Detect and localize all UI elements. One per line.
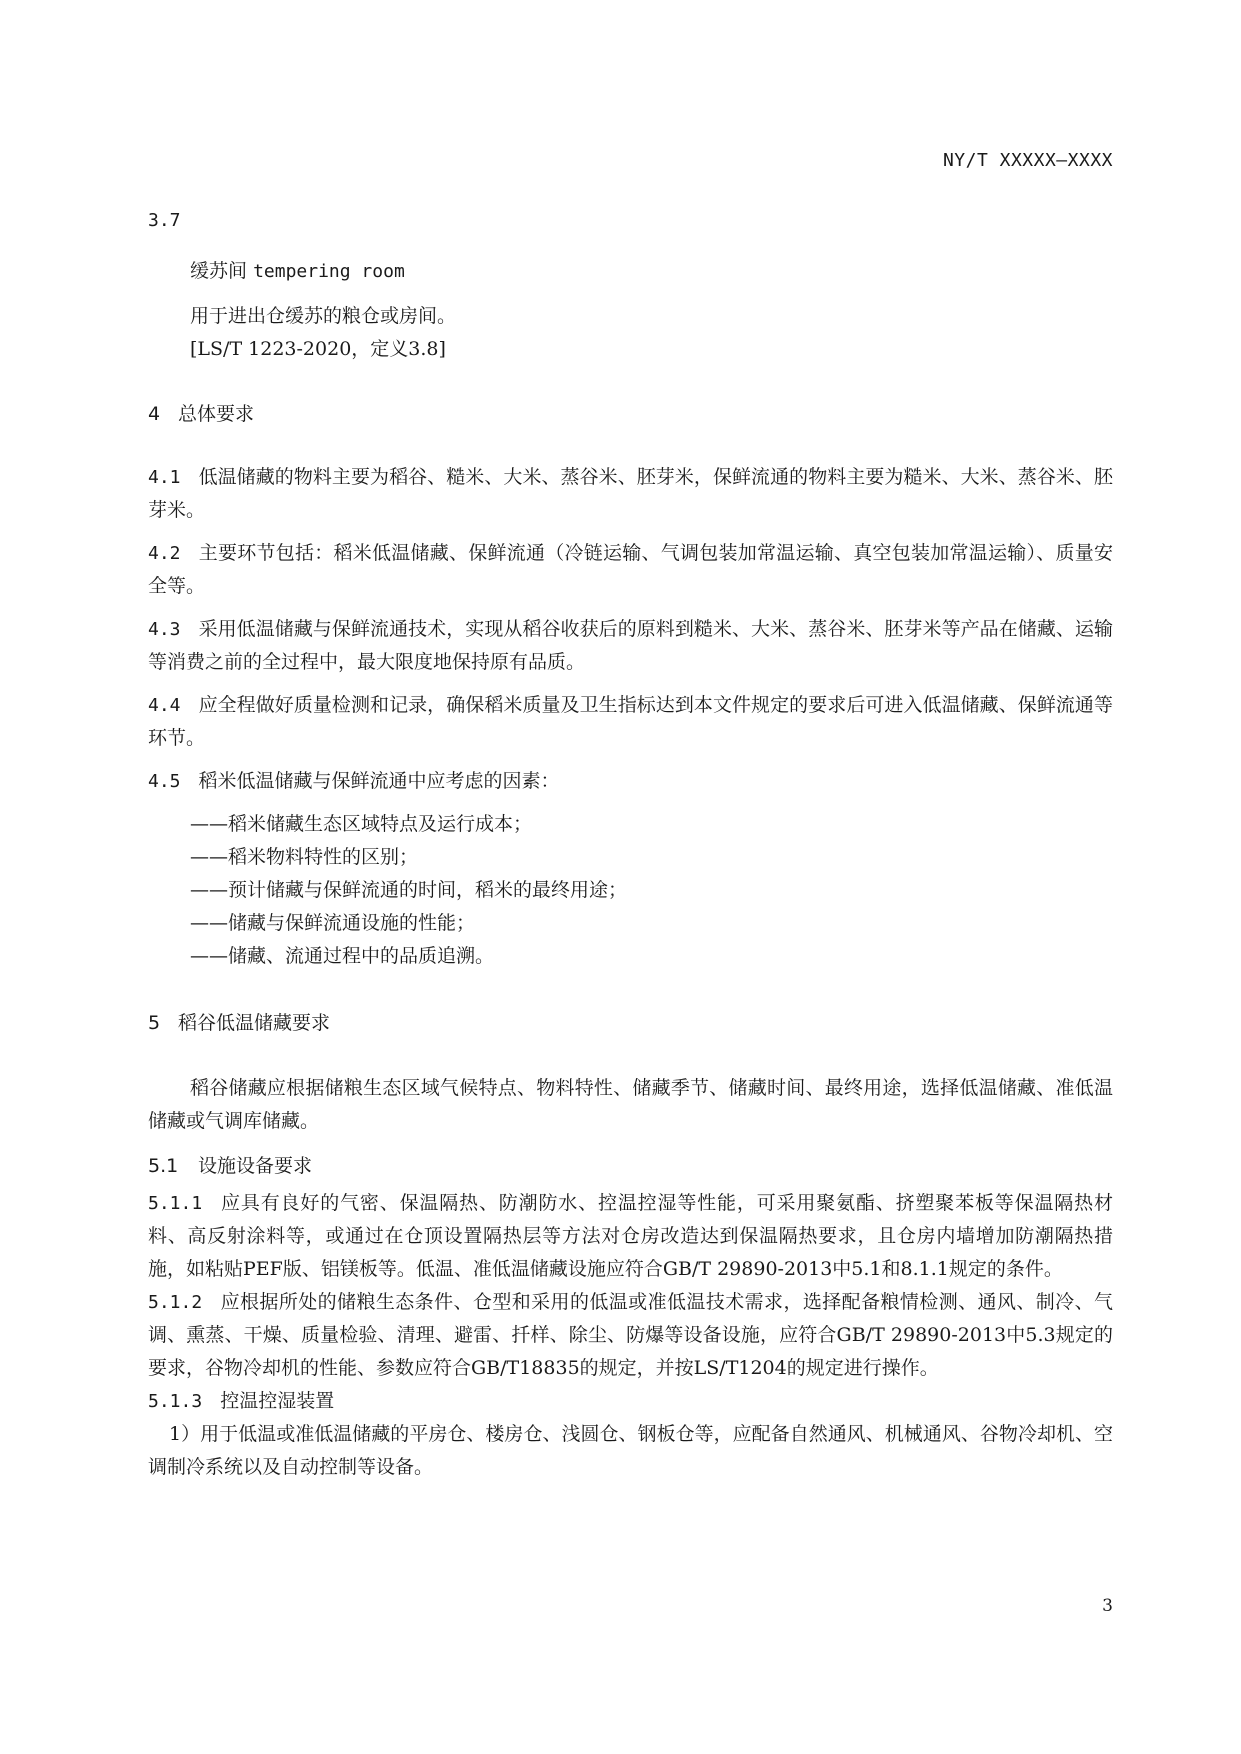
section-title: 总体要求 bbox=[178, 403, 255, 425]
term-title-en: tempering room bbox=[253, 261, 405, 282]
term-definition: 用于进出仓缓苏的粮仓或房间。 bbox=[190, 305, 457, 327]
clause-text: 采用低温储藏与保鲜流通技术，实现从稻谷收获后的原料到糙米、大米、蒸谷米、胚芽米等产品在储藏、运输等消费之前的全过程中，最大限度地保持原有品质。 bbox=[148, 618, 1113, 673]
factor-list bbox=[148, 808, 1113, 973]
subsection-title: 设施设备要求 bbox=[198, 1155, 313, 1177]
clause-4-2 bbox=[148, 537, 1113, 603]
document-body bbox=[148, 204, 1113, 1484]
section-number: 5 bbox=[148, 1012, 161, 1034]
clause-text: 应根据所处的储粮生态条件、仓型和采用的低温或准低温技术需求，选择配备粮情检测、通风、制冷、气调、熏蒸、干燥、质量检验、清理、避雷、扦样、除尘、防爆等设备设施，应符合GB/T 29890-2013中5.3规定的要求，谷物冷却机的性能、参数应符合GB/T18835的规定，并按LS/T1204的规定进行操作。 bbox=[148, 1291, 1113, 1379]
list-item: ——稻米储藏生态区域特点及运行成本； bbox=[190, 813, 533, 835]
term-title-zh: 缓苏间 bbox=[190, 260, 248, 282]
list-item: ——储藏、流通过程中的品质追溯。 bbox=[190, 945, 495, 967]
clause-number: 5.1.2 bbox=[148, 1292, 203, 1313]
clause-number: 5.1.1 bbox=[148, 1193, 203, 1214]
section-5-intro: 稻谷储藏应根据储粮生态区域气候特点、物料特性、储藏季节、储藏时间、最终用途，选择低温储藏、准低温储藏或气调库储藏。 bbox=[148, 1077, 1113, 1132]
list-item: ——储藏与保鲜流通设施的性能； bbox=[190, 912, 476, 934]
section-title: 稻谷低温储藏要求 bbox=[178, 1012, 331, 1034]
term-entry bbox=[148, 255, 1113, 366]
clause-number: 4.2 bbox=[148, 543, 181, 564]
section-number: 4 bbox=[148, 403, 161, 425]
clause-number: 4.5 bbox=[148, 771, 181, 792]
clause-5-1-3 bbox=[148, 1385, 1113, 1418]
subsection-number: 5.1 bbox=[148, 1155, 179, 1177]
clause-4-3 bbox=[148, 613, 1113, 679]
clause-5-1-2 bbox=[148, 1286, 1113, 1385]
term-definition-block bbox=[190, 300, 1113, 366]
subsection-heading-5-1 bbox=[148, 1150, 1113, 1183]
clause-text: 应全程做好质量检测和记录，确保稻米质量及卫生指标达到本文件规定的要求后可进入低温储藏、保鲜流通等环节。 bbox=[148, 694, 1113, 749]
term-title bbox=[190, 255, 1113, 288]
clause-number: 4.3 bbox=[148, 619, 181, 640]
clause-number: 4.4 bbox=[148, 695, 181, 716]
clause-text: 低温储藏的物料主要为稻谷、糙米、大米、蒸谷米、胚芽米，保鲜流通的物料主要为糙米、大米、蒸谷米、胚芽米。 bbox=[148, 466, 1113, 521]
list-item: ——稻米物料特性的区别； bbox=[190, 846, 419, 868]
list-item: ——预计储藏与保鲜流通的时间，稻米的最终用途； bbox=[190, 879, 628, 901]
standard-code-header: NY/T XXXXX—XXXX bbox=[942, 150, 1113, 171]
term-number: 3.7 bbox=[148, 210, 181, 231]
clause-number: 4.1 bbox=[148, 467, 181, 488]
clause-4-5 bbox=[148, 765, 1113, 798]
clause-4-1 bbox=[148, 461, 1113, 527]
section-heading-5 bbox=[148, 1007, 1113, 1040]
clause-5-1-1 bbox=[148, 1187, 1113, 1286]
clause-title: 控温控湿装置 bbox=[220, 1390, 335, 1412]
clause-4-4 bbox=[148, 689, 1113, 755]
clause-text: 应具有良好的气密、保温隔热、防潮防水、控温控湿等性能，可采用聚氨酯、挤塑聚苯板等保温隔热材料、高反射涂料等，或通过在仓顶设置隔热层等方法对仓房改造达到保温隔热要求，且仓房内墙增加防潮隔热措施，如粘贴PEF版、铝镁板等。低温、准低温储藏设施应符合GB/T 29890-2013中5.1和8.1.1规定的条件。 bbox=[148, 1192, 1113, 1280]
section-heading-4 bbox=[148, 398, 1113, 431]
clause-text: 主要环节包括：稻米低温储藏、保鲜流通（冷链运输、气调包装加常温运输、真空包装加常温运输）、质量安全等。 bbox=[148, 542, 1113, 597]
clause-text: 稻米低温储藏与保鲜流通中应考虑的因素： bbox=[198, 770, 560, 792]
clause-5-1-3-item-1: 1）用于低温或准低温储藏的平房仓、楼房仓、浅圆仓、钢板仓等，应配备自然通风、机械通风、谷物冷却机、空调制冷系统以及自动控制等设备。 bbox=[148, 1423, 1113, 1478]
clause-number: 5.1.3 bbox=[148, 1391, 203, 1412]
page-number: 3 bbox=[1102, 1596, 1113, 1616]
term-source: [LS/T 1223-2020，定义3.8] bbox=[190, 338, 446, 360]
